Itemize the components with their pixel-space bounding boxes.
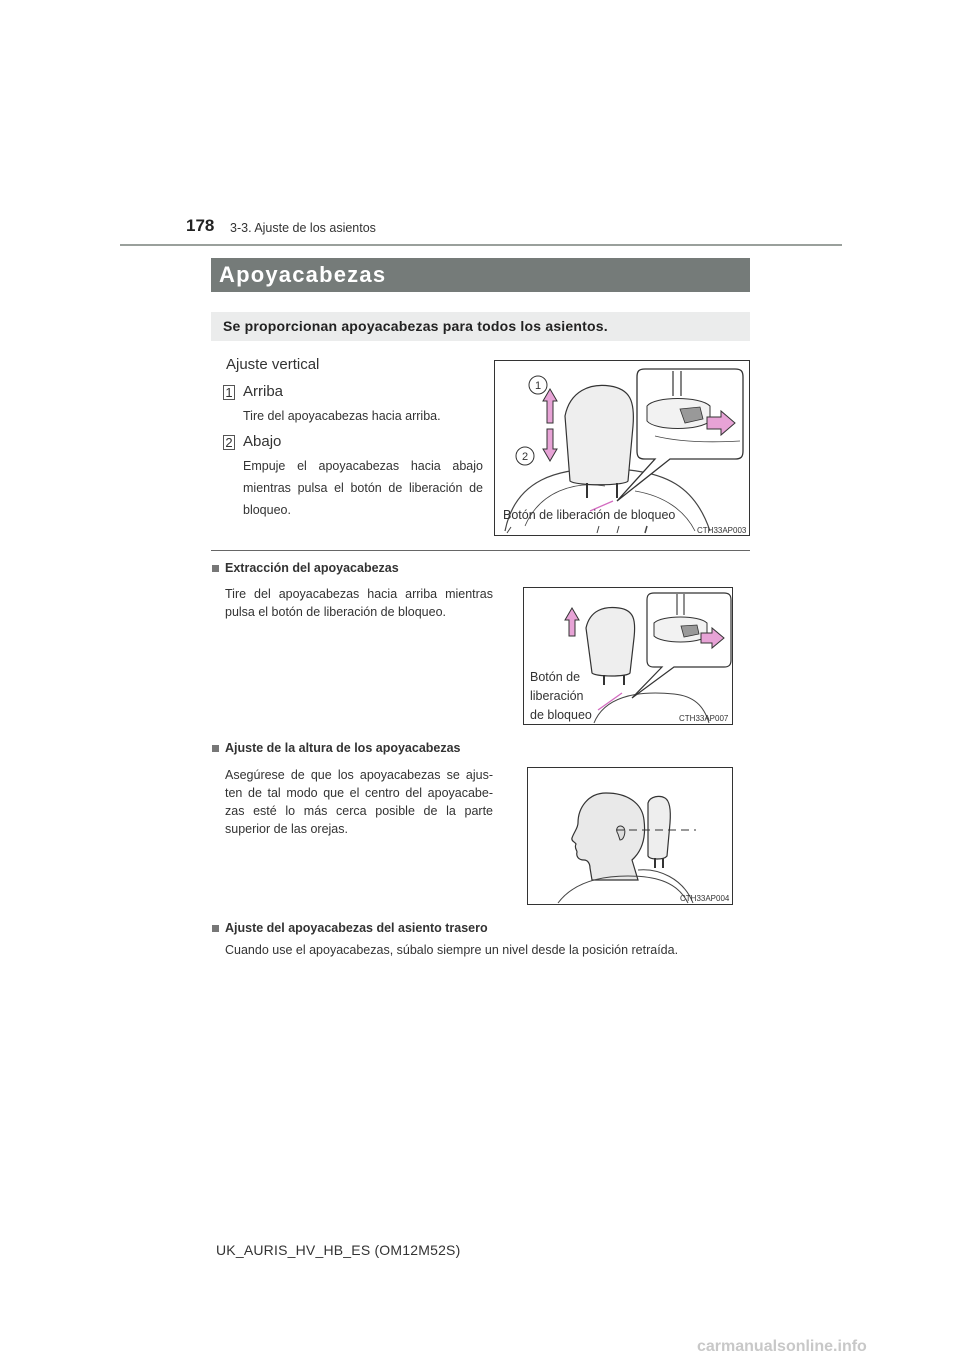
step-title-down: Abajo bbox=[243, 433, 282, 450]
figure-height bbox=[527, 767, 733, 905]
headrest-removal-illustration bbox=[524, 588, 733, 725]
section-reference: 3-3. Ajuste de los asientos bbox=[230, 221, 376, 235]
header-divider bbox=[120, 244, 842, 246]
intro-text: Se proporcionan apoyacabezas para todos los asientos. bbox=[211, 312, 750, 341]
section-divider bbox=[211, 550, 750, 551]
section-text-height: Asegúrese de que los apoyacabezas se ajus-ten de tal modo que el centro del apoyacabe-zas esté lo más cerca posible de la parte superior de las orejas. bbox=[225, 768, 493, 836]
headrest-height-illustration bbox=[528, 768, 733, 905]
removal-label-line-3: de bloqueo bbox=[530, 708, 592, 722]
figure-removal bbox=[523, 587, 733, 725]
page-title: Apoyacabezas bbox=[211, 258, 750, 292]
figure-code-1: CTH33AP003 bbox=[697, 526, 747, 535]
bullet-square bbox=[212, 565, 219, 572]
vertical-adjust-heading: Ajuste vertical bbox=[226, 356, 320, 373]
step-marker-1: 1 bbox=[223, 385, 235, 400]
section-text-rear: Cuando use el apoyacabezas, súbalo siempre un nivel desde la posición retraída. bbox=[225, 943, 679, 957]
document-code: UK_AURIS_HV_HB_ES (OM12M52S) bbox=[216, 1242, 461, 1258]
removal-label-line-2: liberación bbox=[530, 689, 584, 703]
bullet-square bbox=[212, 925, 219, 932]
page-number: 178 bbox=[186, 216, 215, 235]
step-marker-2: 2 bbox=[223, 435, 235, 450]
step-text-up: Tire del apoyacabezas hacia arriba. bbox=[243, 409, 441, 423]
step-title-up: Arriba bbox=[243, 383, 284, 400]
release-button-label: Botón de liberación de bloqueo bbox=[503, 508, 676, 522]
callout-2: 2 bbox=[521, 451, 529, 463]
section-title-removal: Extracción del apoyacabezas bbox=[225, 561, 399, 575]
watermark: carmanualsonline.info bbox=[697, 1338, 867, 1355]
figure-vertical-adjust bbox=[494, 360, 750, 536]
headrest-adjust-illustration bbox=[495, 361, 750, 536]
removal-label-line-1: Botón de bbox=[530, 670, 581, 684]
section-title-rear: Ajuste del apoyacabezas del asiento trasero bbox=[225, 921, 488, 935]
section-text-removal: Tire del apoyacabezas hacia arriba mientras pulsa el botón de liberación de bloqueo. bbox=[225, 587, 493, 619]
bullet-square bbox=[212, 745, 219, 752]
callout-1: 1 bbox=[534, 380, 542, 392]
figure-code-2: CTH33AP007 bbox=[679, 714, 729, 723]
step-text-down: Empuje el apoyacabezas hacia abajo mientras pulsa el botón de liberación de bloqueo. bbox=[243, 459, 483, 517]
figure-code-3: CTH33AP004 bbox=[680, 894, 730, 903]
section-title-height: Ajuste de la altura de los apoyacabezas bbox=[225, 741, 461, 755]
